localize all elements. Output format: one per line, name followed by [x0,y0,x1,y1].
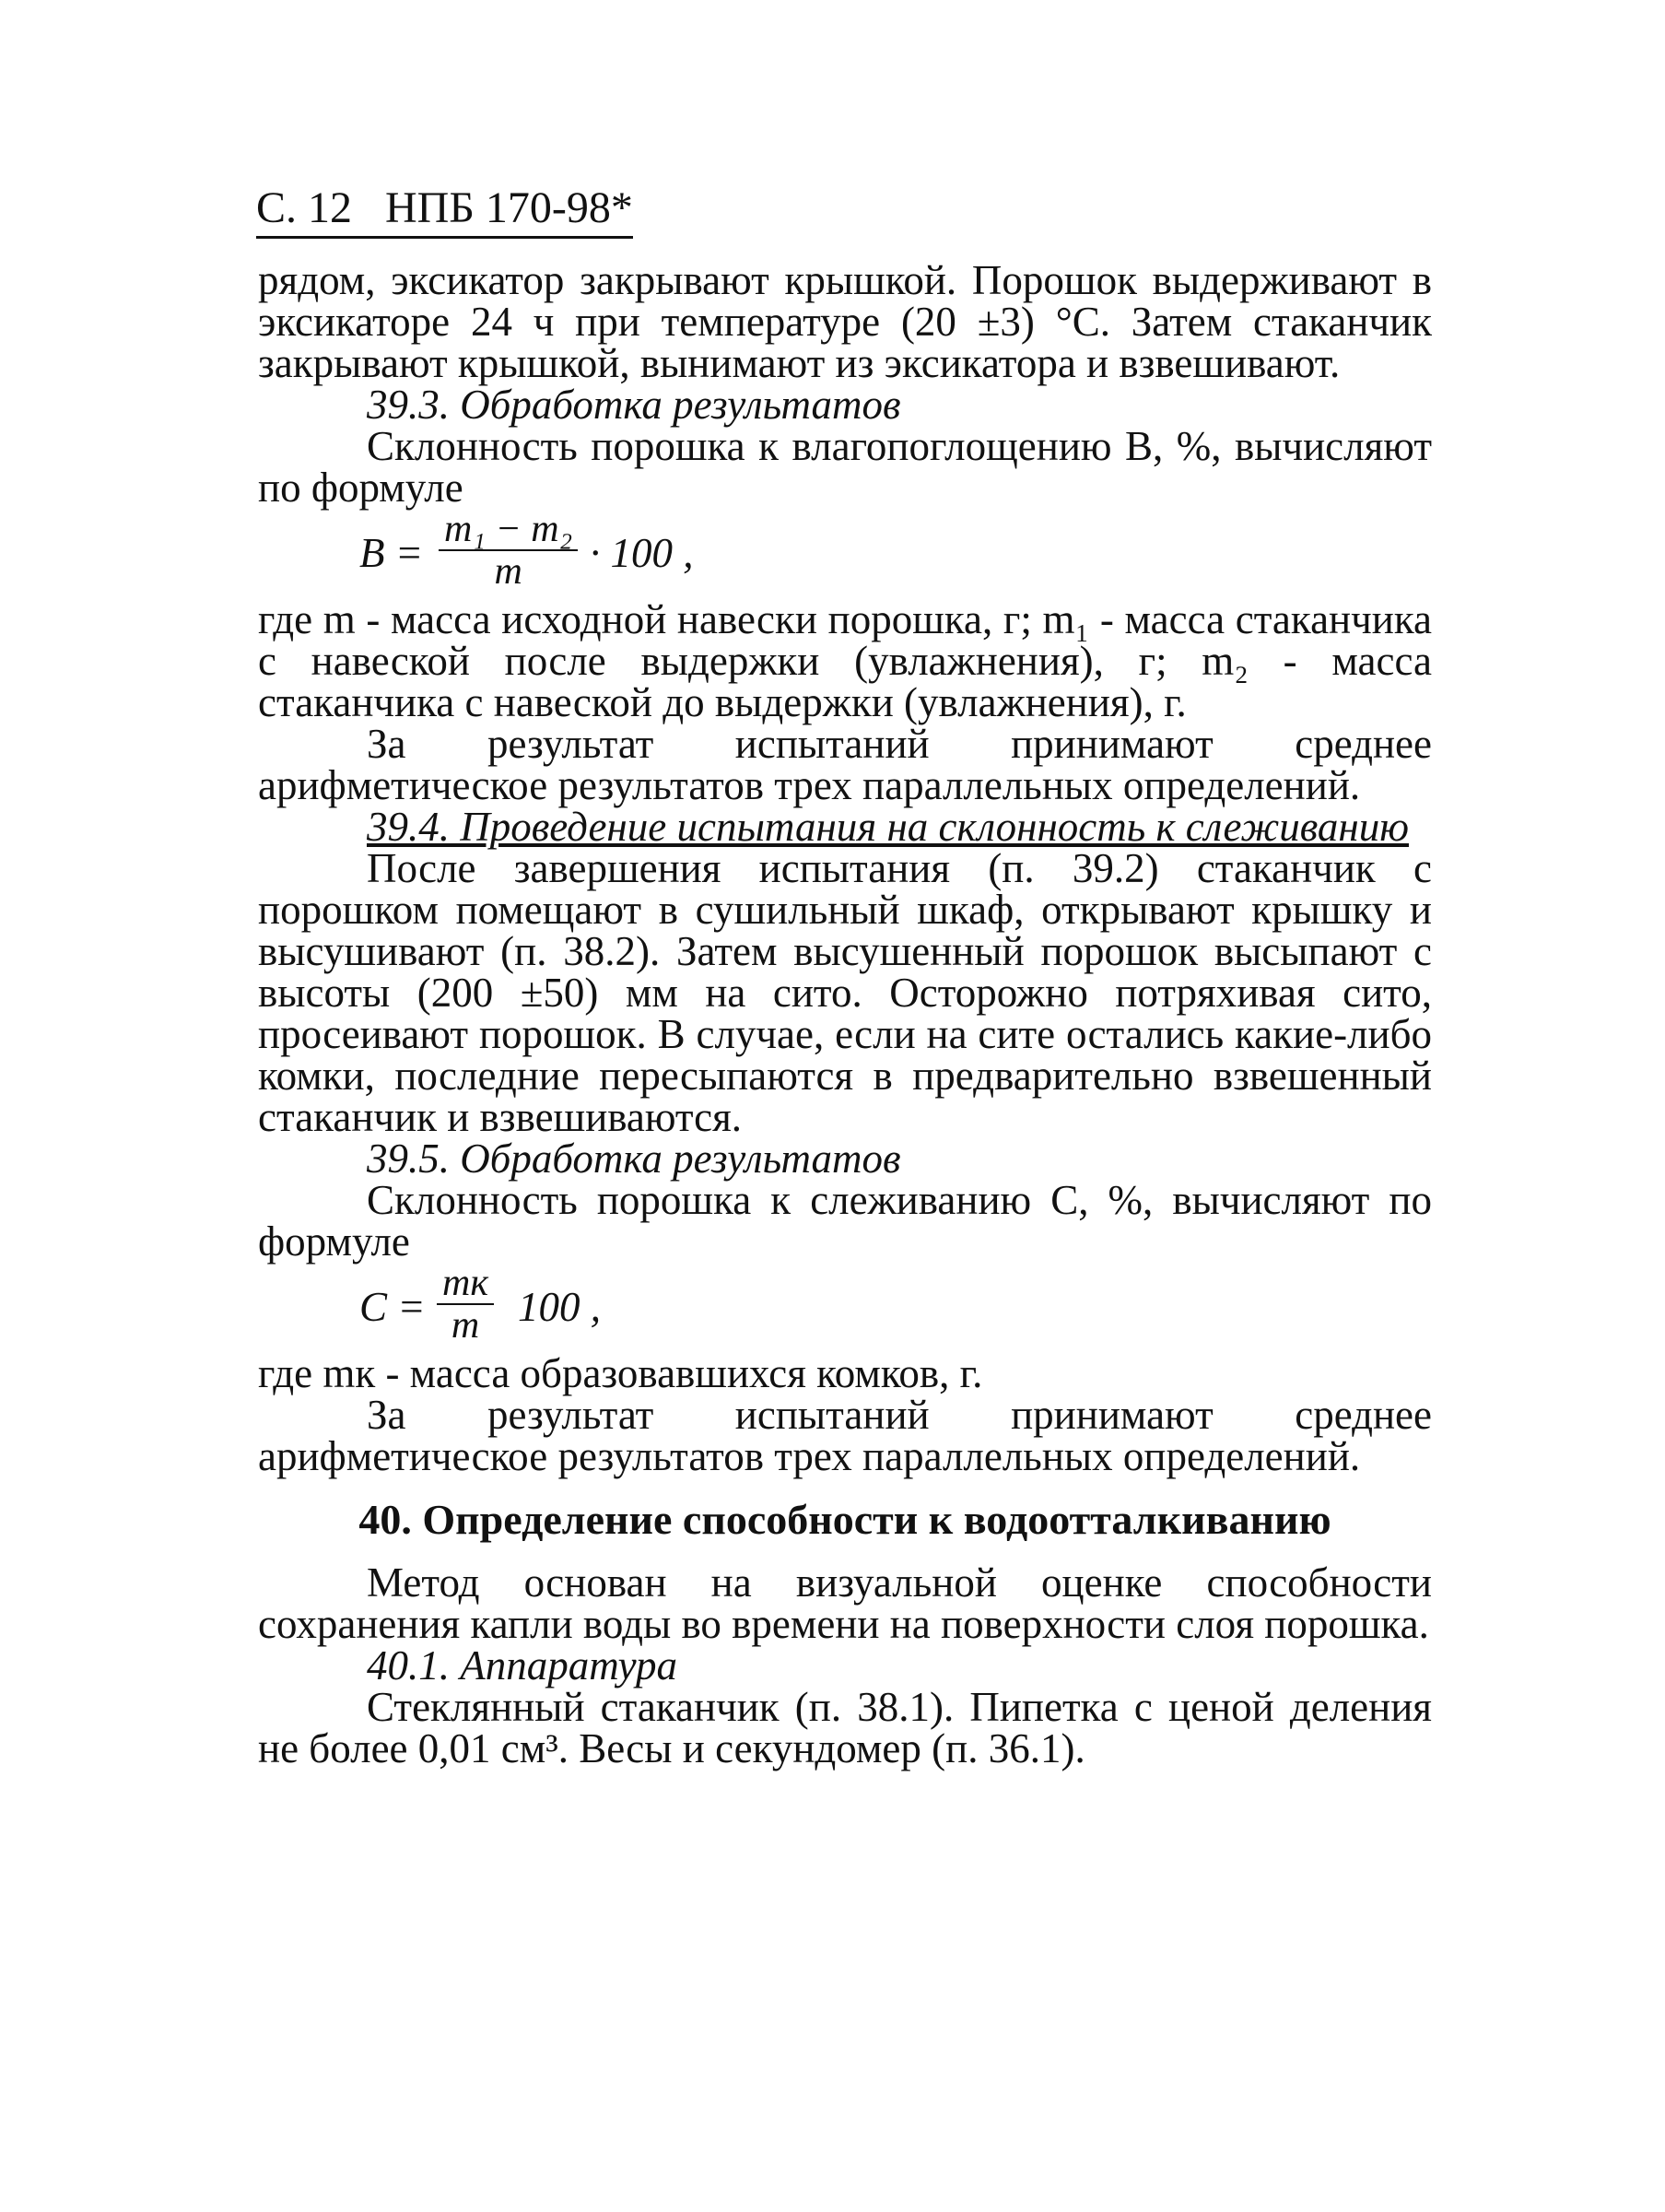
formula-c [258,1262,1432,1347]
paragraph-39-5: Склонность порошка к слеживанию С, %, вычисляют по формуле [258,1177,1432,1265]
paragraph-where-b: где m - масса исходной навески порошка, г; m₁ - масса стаканчика с навеской после выдержки (увлажнения), г; m₂ - масса стаканчика с навеской до выдержки (увлажнения), г. [258,596,1432,725]
paragraph-39-3: Склонность порошка к влагопоглощению В, %, вычисляют по формуле [258,423,1432,511]
subsection-heading-39-3: 39.3. Обработка результатов [367,382,901,428]
section-title-40: 40. Определение способности к водоотталкиванию [358,1496,1331,1543]
subsection-heading-40-1: 40.1. Аппаратура [367,1642,677,1688]
subsection-heading-39-5: 39.5. Обработка результатов [367,1135,901,1182]
subsection-heading-39-4: 39.4. Проведение испытания на склонность к слеживанию [367,804,1409,850]
formula-b [258,508,1432,594]
formula-c-fraction [437,1262,494,1347]
formula-c-lhs: C = [359,1284,426,1330]
formula-c-numerator: mк [437,1265,494,1305]
paragraph-39-4: После завершения испытания (п. 39.2) стаканчик с порошком помещают в сушильный шкаф, открывают крышку и высушивают (п. 38.2). Затем высушенный порошок высыпают с высоты (200 ±50) мм на сито. Осторожно потряхивая сито, просеивают порошок. В случае, если на сите остались какие-либо комки, последние пересыпаются в предварительно взвешенный стаканчик и взвешиваются. [258,845,1432,1140]
formula-b-fraction [439,508,578,593]
formula-c-denominator: m [451,1304,480,1347]
paragraph-continuation: рядом, эксикатор закрывают крышкой. Порошок выдерживают в эксикаторе 24 ч при температуре (20 ±3) °С. Затем стаканчик закрывают крышкой, вынимают из эксикатора и взвешивают. [258,257,1432,386]
page-header [256,182,633,239]
formula-c-rhs: 100 , [518,1284,601,1330]
paragraph-result-2: За результат испытаний принимают среднее арифметическое результатов трех параллельных определений. [258,1392,1432,1479]
page-label: С. 12 [256,183,353,232]
formula-b-numerator: m₁ − m₂ [439,511,578,551]
header-underline [256,182,633,239]
paragraph-result-1: За результат испытаний принимают среднее арифметическое результатов трех параллельных определений. [258,721,1432,808]
formula-b-rhs: · 100 , [590,530,694,576]
document-body [258,257,1432,1771]
paragraph-where-c: где mк - масса образовавшихся комков, г. [258,1350,983,1396]
doc-code: НПБ 170-98* [385,183,633,232]
formula-b-denominator: m [494,550,522,593]
paragraph-40: Метод основан на визуальной оценке способности сохранения капли воды во времени на поверхности слоя порошка. [258,1559,1432,1647]
paragraph-40-1: Стеклянный стаканчик (п. 38.1). Пипетка с ценой деления не более 0,01 см³. Весы и секундомер (п. 36.1). [258,1684,1432,1771]
formula-b-lhs: B = [359,530,424,576]
